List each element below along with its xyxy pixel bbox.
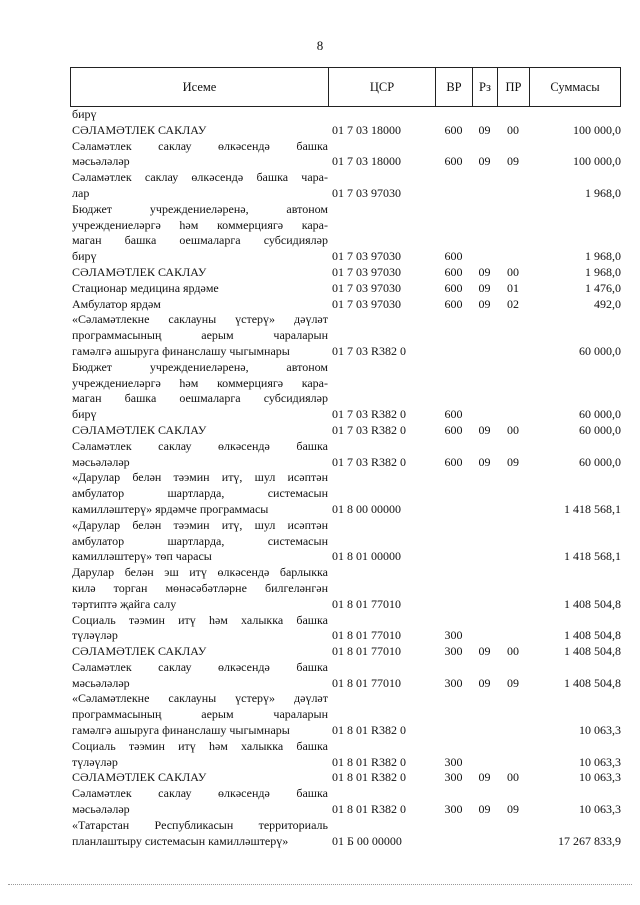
- row-vr: 300: [444, 675, 463, 690]
- row-name-line: камилләштерү» төп чарасы: [72, 549, 212, 564]
- row-name: [70, 202, 328, 265]
- row-rz: 09: [478, 122, 491, 137]
- row-name-line: мәсьәләләр: [72, 154, 130, 169]
- row-vr: 300: [444, 644, 463, 659]
- row-name: [70, 281, 328, 297]
- row-name-line: Бюджет учреждениеләренә, автоном: [72, 201, 328, 216]
- row-vr: 600: [444, 407, 463, 422]
- row-pr: 00: [507, 422, 519, 437]
- row-name: [70, 423, 328, 439]
- row-name-line: тәртиптә җайга салу: [72, 596, 177, 611]
- row-name: [70, 470, 328, 517]
- row-name-line: Сәламәтлек саклау өлкәсендә башка: [72, 438, 328, 453]
- row-csr: 01 7 03 R382 0: [332, 343, 407, 358]
- row-sum: 10 063,3: [579, 723, 621, 738]
- row-name-line: Сәламәтлек саклау өлкәсендә башка чара-: [72, 170, 328, 185]
- row-name-line: гамәлгә ашыруга финанслашу чыгымнары: [72, 343, 290, 358]
- row-name-line: түләүләр: [72, 628, 118, 643]
- row-pr: 09: [507, 154, 519, 169]
- row-name-line: программасының аерым чараларын: [72, 707, 328, 722]
- row-pr: 09: [507, 675, 519, 690]
- row-csr: 01 8 01 R382 0: [332, 723, 407, 738]
- row-name-line: СӘЛАМӘТЛЕК САКЛАУ: [72, 122, 207, 137]
- table-row: [70, 786, 621, 818]
- row-name: [70, 691, 328, 738]
- row-vr: 600: [444, 249, 463, 264]
- row-name-line: Бюджет учреждениеләренә, автоном: [72, 359, 328, 374]
- table-row: [70, 660, 621, 692]
- table-row: [70, 202, 621, 265]
- row-name: [70, 107, 328, 123]
- table-header: [70, 67, 621, 107]
- table-row: [70, 439, 621, 471]
- row-sum: 1 418 568,1: [564, 549, 621, 564]
- row-name-line: мәсьәләләр: [72, 802, 130, 817]
- row-rz: 09: [478, 296, 491, 311]
- table-row: [70, 423, 621, 439]
- row-csr: 01 7 03 18000: [332, 154, 401, 169]
- table-row: [70, 644, 621, 660]
- header-rz: Рз: [473, 68, 498, 106]
- row-name-line: Дарулар белән эш итү өлкәсендә барлыкка: [72, 565, 328, 580]
- row-name-line: СӘЛАМӘТЛЕК САКЛАУ: [72, 770, 207, 785]
- row-vr: 600: [444, 122, 463, 137]
- row-name-line: амбулатор шартларда, системасын: [72, 486, 328, 501]
- row-csr: 01 7 03 R382 0: [332, 454, 407, 469]
- header-csr: ЦСР: [329, 68, 436, 106]
- table-row: [70, 170, 621, 202]
- row-csr: 01 7 03 97030: [332, 249, 401, 264]
- table-row: [70, 297, 621, 313]
- row-vr: 600: [444, 154, 463, 169]
- row-sum: 10 063,3: [579, 770, 621, 785]
- row-rz: 09: [478, 454, 491, 469]
- row-csr: 01 7 03 97030: [332, 264, 401, 279]
- row-name-line: маган башка оешмаларга субсидияләр: [72, 233, 328, 248]
- row-name-line: Амбулатор ярдәм: [72, 296, 161, 311]
- row-pr: 09: [507, 802, 519, 817]
- row-vr: 300: [444, 628, 463, 643]
- row-name: [70, 297, 328, 313]
- row-name-line: Стационар медицина ярдәме: [72, 280, 219, 295]
- row-pr: 02: [507, 296, 519, 311]
- row-vr: 600: [444, 280, 463, 295]
- row-name-line: амбулатор шартларда, системасын: [72, 533, 328, 548]
- row-csr: 01 8 00 00000: [332, 501, 401, 516]
- header-sum: Суммасы: [550, 80, 600, 94]
- row-name-line: лар: [72, 185, 90, 200]
- row-vr: 300: [444, 754, 463, 769]
- row-sum: 60 000,0: [579, 343, 621, 358]
- row-name-line: бирү: [72, 107, 97, 121]
- row-sum: 60 000,0: [579, 422, 621, 437]
- table-row: [70, 565, 621, 612]
- row-sum: 60 000,0: [579, 454, 621, 469]
- row-pr: 01: [507, 280, 519, 295]
- row-vr: 600: [444, 422, 463, 437]
- table-row: [70, 613, 621, 645]
- row-name: [70, 170, 328, 202]
- row-name-line: бирү: [72, 407, 97, 422]
- row-name-line: гамәлгә ашыруга финанслашу чыгымнары: [72, 723, 290, 738]
- table-row: [70, 107, 621, 123]
- row-sum: 492,0: [594, 296, 621, 311]
- row-name: [70, 770, 328, 786]
- row-name: [70, 644, 328, 660]
- row-vr: 600: [444, 296, 463, 311]
- row-name: [70, 660, 328, 692]
- row-name: [70, 739, 328, 771]
- row-sum: 1 968,0: [585, 264, 621, 279]
- row-csr: 01 Б 00 00000: [332, 833, 402, 848]
- row-sum: 100 000,0: [573, 154, 621, 169]
- table-row: [70, 281, 621, 297]
- row-pr: 09: [507, 454, 519, 469]
- row-name-line: Социаль тәэмин итү һәм халыкка башка: [72, 738, 328, 753]
- row-csr: 01 8 01 R382 0: [332, 754, 407, 769]
- row-sum: 1 408 504,8: [564, 596, 621, 611]
- table-body: [70, 107, 621, 849]
- row-rz: 09: [478, 644, 491, 659]
- row-rz: 09: [478, 280, 491, 295]
- row-name-line: мәсьәләләр: [72, 675, 130, 690]
- row-rz: 09: [478, 770, 491, 785]
- row-csr: 01 7 03 R382 0: [332, 422, 407, 437]
- row-csr: 01 7 03 97030: [332, 280, 401, 295]
- row-sum: 100 000,0: [573, 122, 621, 137]
- row-csr: 01 8 01 R382 0: [332, 802, 407, 817]
- header-pr: ПР: [498, 68, 530, 106]
- row-sum: 1 408 504,8: [564, 628, 621, 643]
- row-name: [70, 123, 328, 139]
- row-rz: 09: [478, 675, 491, 690]
- row-csr: 01 8 01 77010: [332, 644, 401, 659]
- row-sum: 17 267 833,9: [558, 833, 621, 848]
- row-vr: 300: [444, 802, 463, 817]
- row-name-line: килә торган мөнәсәбәтләрне билгеләнгән: [72, 580, 328, 595]
- row-name-line: Сәламәтлек саклау өлкәсендә башка: [72, 786, 328, 801]
- row-name-line: «Сәламәтлекне саклауны үстерү» дәүләт: [72, 312, 328, 327]
- row-sum: 10 063,3: [579, 802, 621, 817]
- row-name-line: СӘЛАМӘТЛЕК САКЛАУ: [72, 644, 207, 659]
- table-row: [70, 360, 621, 423]
- table-row: [70, 739, 621, 771]
- row-sum: 60 000,0: [579, 407, 621, 422]
- row-pr: 00: [507, 264, 519, 279]
- row-rz: 09: [478, 154, 491, 169]
- row-csr: 01 8 01 R382 0: [332, 770, 407, 785]
- row-csr: 01 8 01 77010: [332, 628, 401, 643]
- row-name-line: «Сәламәтлекне саклауны үстерү» дәүләт: [72, 691, 328, 706]
- row-name-line: СӘЛАМӘТЛЕК САКЛАУ: [72, 264, 207, 279]
- row-vr: 600: [444, 454, 463, 469]
- row-name-line: СӘЛАМӘТЛЕК САКЛАУ: [72, 422, 207, 437]
- row-csr: 01 8 01 77010: [332, 675, 401, 690]
- row-name-line: маган башка оешмаларга субсидияләр: [72, 391, 328, 406]
- row-name: [70, 613, 328, 645]
- row-name: [70, 518, 328, 565]
- row-csr: 01 8 01 00000: [332, 549, 401, 564]
- row-pr: 00: [507, 644, 519, 659]
- row-name-line: бирү: [72, 249, 97, 264]
- table-row: [70, 518, 621, 565]
- row-name: [70, 818, 328, 850]
- row-pr: 00: [507, 770, 519, 785]
- table-row: [70, 265, 621, 281]
- row-sum: 1 968,0: [585, 185, 621, 200]
- row-vr: 600: [444, 264, 463, 279]
- row-name-line: түләүләр: [72, 754, 118, 769]
- row-rz: 09: [478, 264, 491, 279]
- row-name: [70, 265, 328, 281]
- row-csr: 01 7 03 97030: [332, 185, 401, 200]
- row-sum: 1 476,0: [585, 280, 621, 295]
- row-pr: 00: [507, 122, 519, 137]
- header-vr: ВР: [436, 68, 473, 106]
- table-row: [70, 818, 621, 850]
- footer-divider: [8, 884, 632, 885]
- row-name-line: «Татарстан Республикасын территориаль: [72, 817, 328, 832]
- table-row: [70, 470, 621, 517]
- row-sum: 1 968,0: [585, 249, 621, 264]
- row-name-line: «Дарулар белән тәэмин итү, шул исәптән: [72, 470, 328, 485]
- header-name: Исеме: [71, 68, 329, 106]
- table-row: [70, 691, 621, 738]
- row-name: [70, 360, 328, 423]
- row-name-line: мәсьәләләр: [72, 454, 130, 469]
- row-vr: 300: [444, 770, 463, 785]
- row-name-line: камилләштерү» ярдәмче программасы: [72, 501, 269, 516]
- table-row: [70, 770, 621, 786]
- row-sum: 10 063,3: [579, 754, 621, 769]
- row-name-line: Сәламәтлек саклау өлкәсендә башка: [72, 659, 328, 674]
- row-sum: 1 408 504,8: [564, 675, 621, 690]
- row-rz: 09: [478, 422, 491, 437]
- row-name-line: программасының аерым чараларын: [72, 328, 328, 343]
- table-row: [70, 312, 621, 359]
- row-name: [70, 312, 328, 359]
- row-name-line: Сәламәтлек саклау өлкәсендә башка: [72, 138, 328, 153]
- row-name-line: «Дарулар белән тәэмин итү, шул исәптән: [72, 517, 328, 532]
- row-sum: 1 418 568,1: [564, 501, 621, 516]
- row-name: [70, 565, 328, 612]
- table-row: [70, 139, 621, 171]
- row-name-line: учреждениеләргә һәм коммерциягә кара-: [72, 375, 328, 390]
- page-number: 8: [316, 38, 324, 53]
- row-name: [70, 786, 328, 818]
- row-name: [70, 439, 328, 471]
- row-csr: 01 7 03 18000: [332, 122, 401, 137]
- row-csr: 01 7 03 97030: [332, 296, 401, 311]
- row-sum: 1 408 504,8: [564, 644, 621, 659]
- row-csr: 01 7 03 R382 0: [332, 407, 407, 422]
- row-name-line: учреждениеләргә һәм коммерциягә кара-: [72, 217, 328, 232]
- row-rz: 09: [478, 802, 491, 817]
- row-name-line: Социаль тәэмин итү һәм халыкка башка: [72, 612, 328, 627]
- row-name: [70, 139, 328, 171]
- row-csr: 01 8 01 77010: [332, 596, 401, 611]
- row-name-line: планлаштыру системасын камилләштерү»: [72, 833, 289, 848]
- table-row: [70, 123, 621, 139]
